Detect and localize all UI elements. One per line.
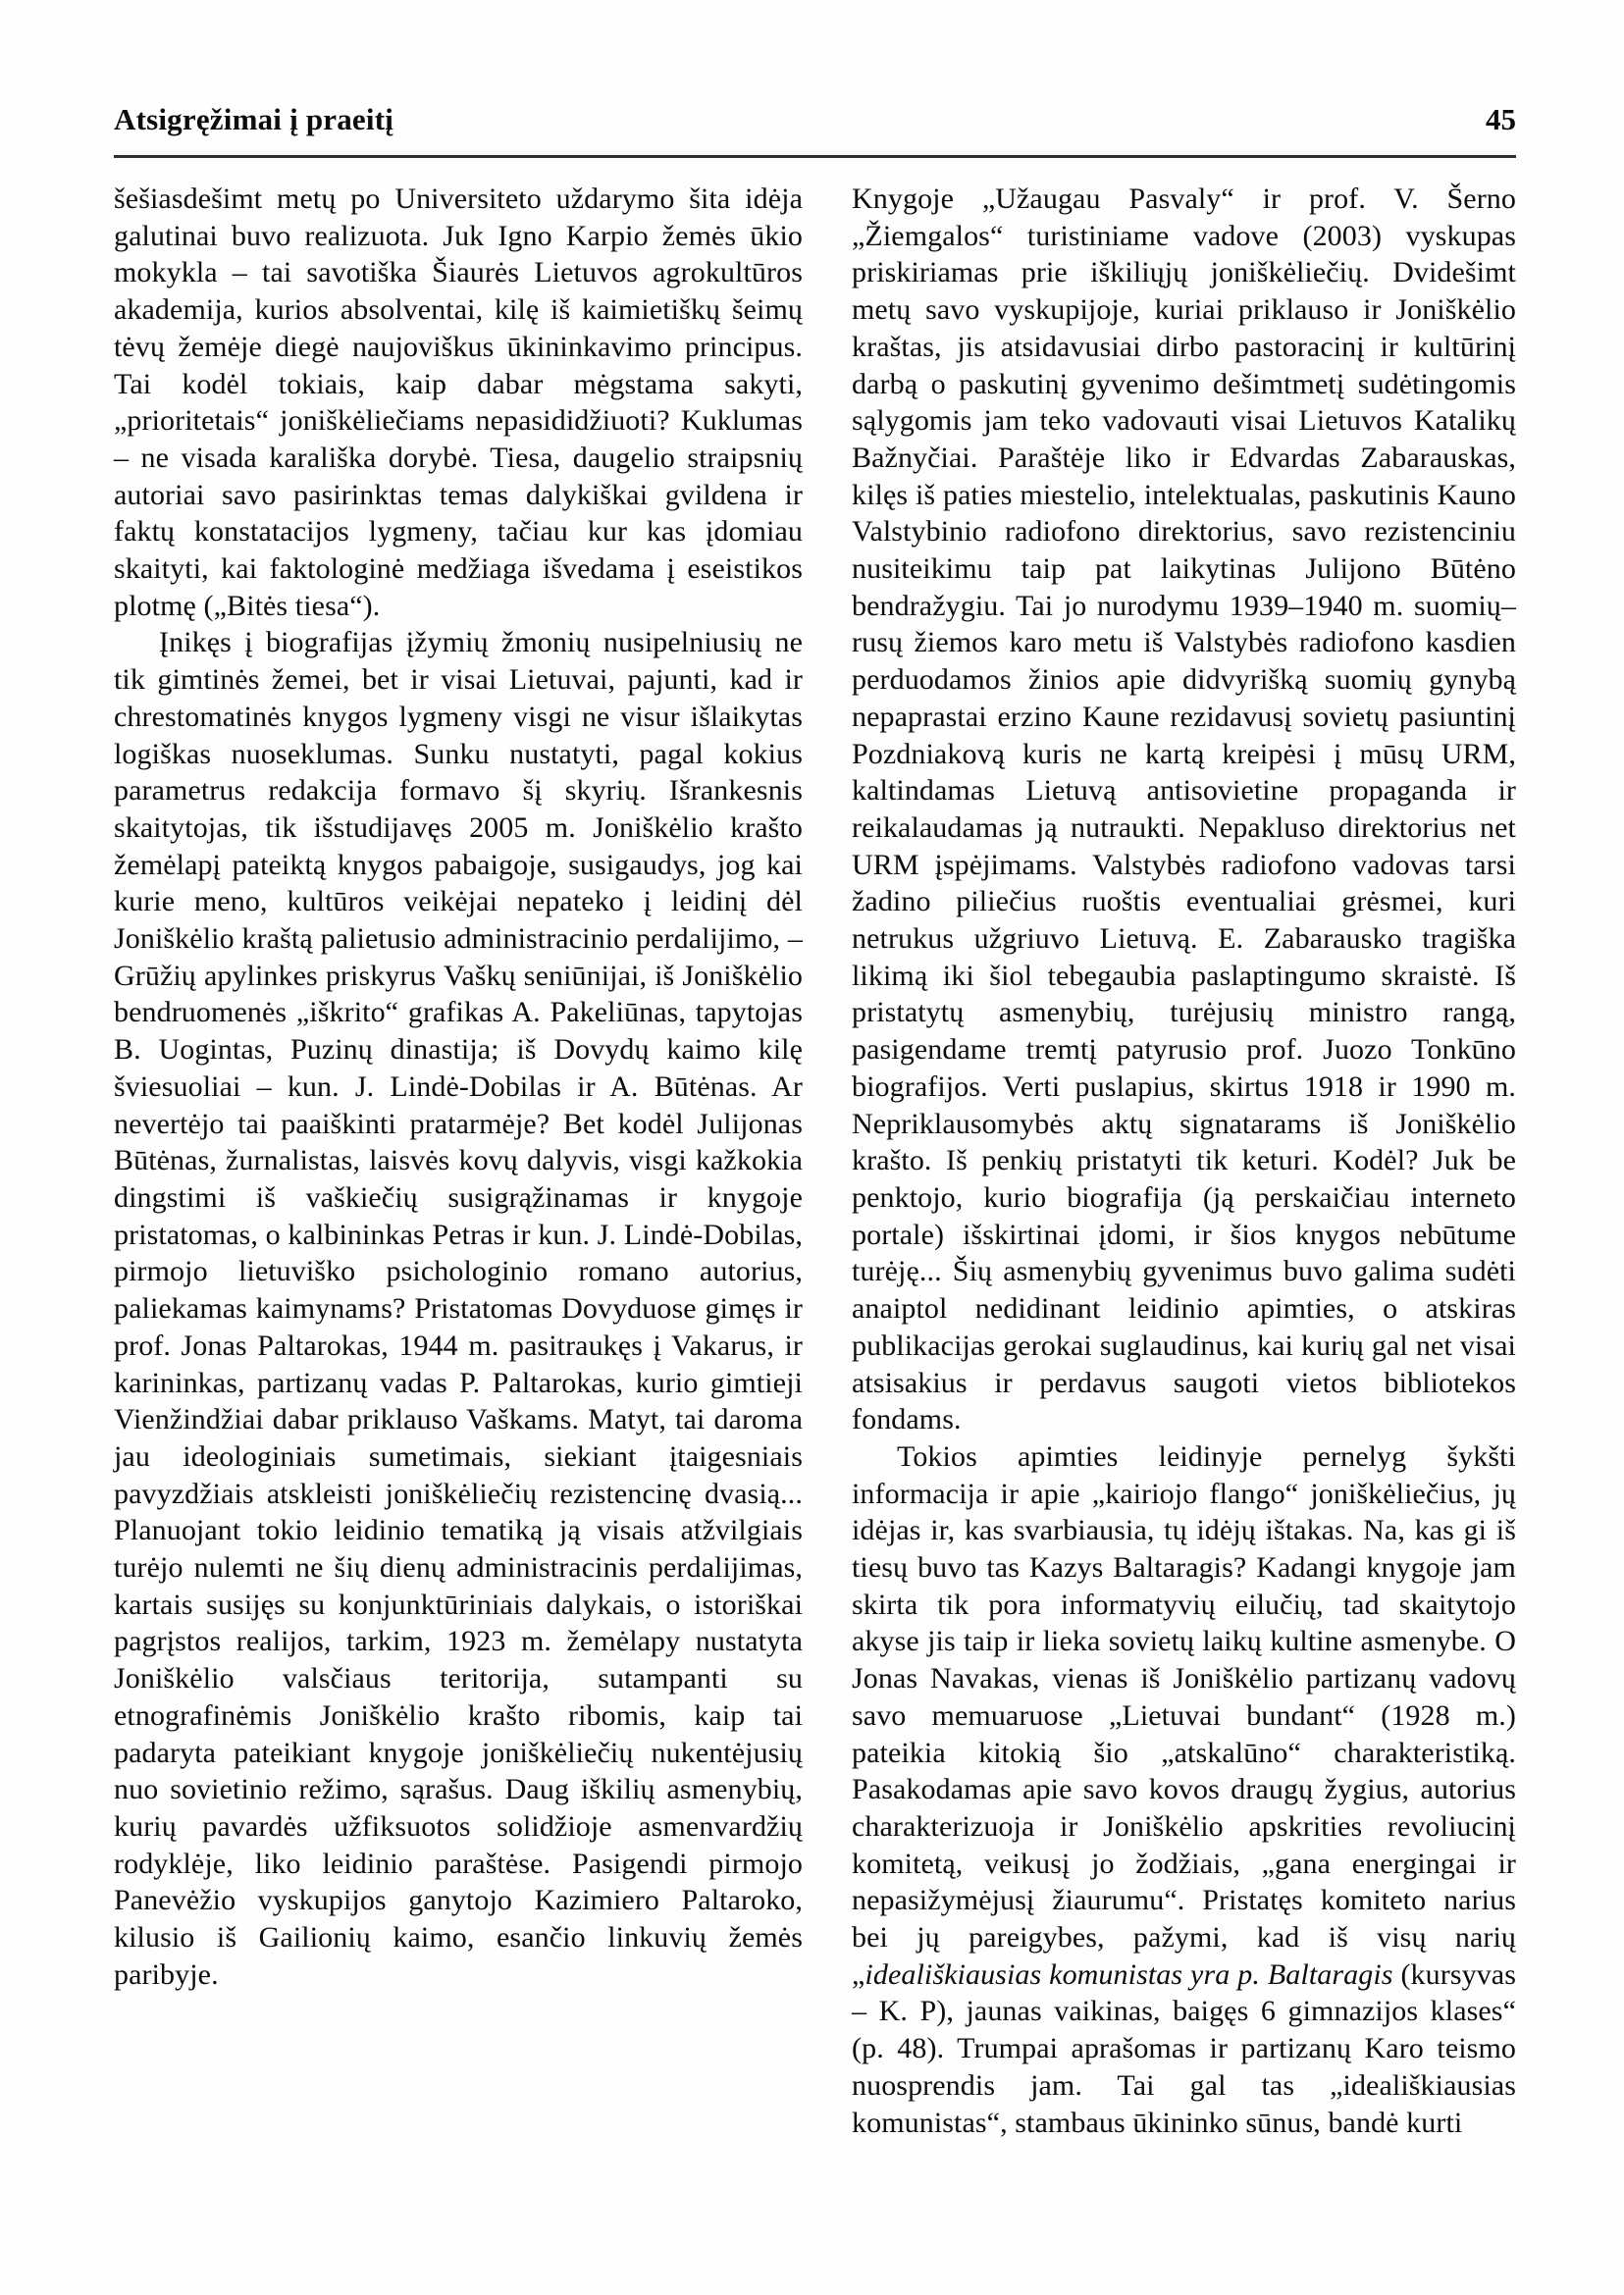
running-title: Atsigręžimai į praeitį	[114, 102, 394, 136]
text-columns	[114, 181, 1516, 2141]
header-rule	[114, 155, 1516, 158]
paragraph-segment: (kursyvas – K. P), jaunas vaikinas, baigęs 6 gimnazijos klases“ (p. 48). Trumpai aprašomas ir partizanų Karo teismo nuosprendis jam. Tai gal tas „ideališkiausias komunistas“, stambaus ūkininko sūnus, bandė kurti	[852, 1957, 1516, 2139]
page-header	[114, 102, 1516, 137]
italic-quote: ideališkiausias komunistas yra p. Baltaragis	[864, 1957, 1393, 1991]
paragraph-continuation: Knygoje „Užaugau Pasvaly“ ir prof. V. Šerno „Žiemgalos“ turistiniame vadove (2003) vyskupas priskiriamas prie iškiliųjų joniškėliečių. Dvidešimt metų savo vyskupijoje, kuriai priklauso ir Joniškėlio kraštas, jis atsidavusiai dirbo pastoracinį ir kultūrinį darbą o paskutinį gyvenimo dešimtmetį sudėtingomis sąlygomis jam teko vadovauti visai Lietuvos Katalikų Bažnyčiai. Paraštėje liko ir Edvardas Zabarauskas, kilęs iš paties miestelio, intelektualas, paskutinis Kauno Valstybinio radiofono direktorius, savo rezistenciniu nusiteikimu taip pat laikytinas Julijono Būtėno bendražygiu. Tai jo nurodymu 1939–1940 m. suomių–rusų žiemos karo metu iš Valstybės radiofono kasdien perduodamos žinios apie didvyrišką suomių gynybą nepaprastai erzino Kaune rezidavusį sovietų pasiuntinį Pozdniakovą kuris ne kartą kreipėsi į mūsų URM, kaltindamas Lietuvą antisovietine propaganda ir reikalaudamas ją nutraukti. Nepakluso direktorius net URM įspėjimams. Valstybės radiofono vadovas tarsi žadino piliečius ruoštis eventualiai grėsmei, kuri netrukus užgriuvo Lietuvą. E. Zabarausko tragiška likimą iki šiol tebegaubia paslaptingumo skraistė. Iš pristatytų asmenybių, turėjusių ministro rangą, pasigendame tremtį patyrusio prof. Juozo Tonkūno biografijos. Verti puslapius, skirtus 1918 ir 1990 m. Nepriklausomybės aktų signatarams iš Joniškėlio krašto. Iš penkių pristatyti tik keturi. Kodėl? Juk be penktojo, kurio biografija (ją perskaičiau interneto portale) išskirtinai įdomi, ir šios knygos nebūtume turėję... Šių asmenybių gyvenimus buvo galima sudėti anaiptol nedidinant leidinio apimties, o atskiras publikacijas gerokai suglaudinus, kai kurių gal net visai atsisakius ir perdavus saugoti vietos bibliotekos fondams.	[852, 183, 1516, 1436]
paragraph-segment: Tokios apimties leidinyje pernelyg šykšti informacija ir apie „kairiojo flango“ joniškėliečius, jų idėjas ir, kas svarbiausia, tų idėjų ištakas. Na, kas gi iš tiesų buvo tas Kazys Baltaragis? Kadangi knygoje jam skirta tik pora informatyvių eilučių, tad skaitytojo akyse jis taip ir lieka sovietų laikų kultine asmenybe. O Jonas Navakas, vienas iš Joniškėlio partizanų vadovų savo memuaruose „Lietuvai bundant“ (1928 m.) pateikia kitokią šio „atskalūno“ charakteristiką. Pasakodamas apie savo kovos draugų žygius, autorius charakterizuoja ir Joniškėlio apskrities revoliucinį komitetą, veikusį jo žodžiais, „gana energingai ir nepasižymėjusį žiaurumu“. Pristatęs komiteto narius bei jų pareigybes, pažymi, kad iš visų narių „	[852, 1439, 1516, 1991]
paragraph: Įnikęs į biografijas įžymių žmonių nusipelniusių ne tik gimtinės žemei, bet ir visai Lietuvai, pajunti, kad ir chrestomatinės knygos lygmeny visgi ne visur išlaikytas logiškas nuoseklumas. Sunku nustatyti, pagal kokius parametrus redakcija formavo šį skyrių. Išrankesnis skaitytojas, tik išstudijavęs 2005 m. Joniškėlio krašto žemėlapį pateiktą knygos pabaigoje, susigaudys, jog kai kurie meno, kultūros veikėjai nepateko į leidinį dėl Joniškėlio kraštą palietusio administracinio perdalijimo, – Grūžių apylinkes priskyrus Vaškų seniūnijai, iš Joniškėlio bendruomenės „iškrito“ grafikas A. Pakeliūnas, tapytojas B. Uogintas, Puzinų dinastija; iš Dovydų kaimo kilę šviesuoliai – kun. J. Lindė-Dobilas ir A. Būtėnas. Ar nevertėjo tai paaiškinti pratarmėje? Bet kodėl Julijonas Būtėnas, žurnalistas, laisvės kovų dalyvis, visgi kažkokia dingstimi iš vaškiečių susigrąžinamas ir knygoje pristatomas, o kalbininkas Petras ir kun. J. Lindė-Dobilas, pirmojo lietuviško psichologinio romano autorius, paliekamas kaimynams? Pristatomas Dovyduose gimęs ir prof. Jonas Paltarokas, 1944 m. pasitraukęs į Vakarus, ir karininkas, partizanų vadas P. Paltarokas, kurio gimtieji Vienžindžiai dabar priklauso Vaškams. Matyt, tai daroma jau ideologiniais sumetimais, siekiant įtaigesniais pavyzdžiais atskleisti joniškėliečių rezistencinę dvasią... Planuojant tokio leidinio tematiką ją visais atžvilgiais turėjo nulemti ne šių dienų administracinis perdalijimas, kartais susijęs su konjunktūriniais dalykais, o istoriškai pagrįstos realijos, tarkim, 1923 m. žemėlapy nustatyta Joniškėlio valsčiaus teritorija, sutampanti su etnografinėmis Joniškėlio krašto ribomis, kaip tai padaryta pateikiant knygoje joniškėliečių nukentėjusių nuo sovietinio režimo, sąrašus. Daug iškilių asmenybių, kurių pavardės užfiksuotos solidžioje asmenvardžių rodyklėje, liko leidinio paraštėse. Pasigendi pirmojo Panevėžio vyskupijos ganytojo Kazimiero Paltaroko, kilusio iš Gailionių kaimo, esančio linkuvių žemės paribyje.	[114, 626, 803, 1991]
left-column	[114, 181, 803, 2141]
page-number: 45	[1486, 102, 1516, 136]
paragraph-continuation: šešiasdešimt metų po Universiteto uždarymo šita idėja galutinai buvo realizuota. Juk Igno Karpio žemės ūkio mokykla – tai savotiška Šiaurės Lietuvos agrokultūros akademija, kurios absolventai, kilę iš kaimietiškų šeimų tėvų žemėje diegė naujoviškus ūkininkavimo principus. Tai kodėl tokiais, kaip dabar mėgstama sakyti, „prioritetais“ joniškėliečiams nepasididžiuoti? Kuklumas – ne visada karališka dorybė. Tiesa, daugelio straipsnių autoriai savo pasirinktas temas dalykiškai gvildena ir faktų konstatacijos lygmeny, tačiau kur kas įdomiau skaityti, kai faktologinė medžiaga išvedama į eseistikos plotmę („Bitės tiesa“).	[114, 183, 803, 622]
right-column	[852, 181, 1516, 2141]
paragraph	[852, 1438, 1516, 2141]
